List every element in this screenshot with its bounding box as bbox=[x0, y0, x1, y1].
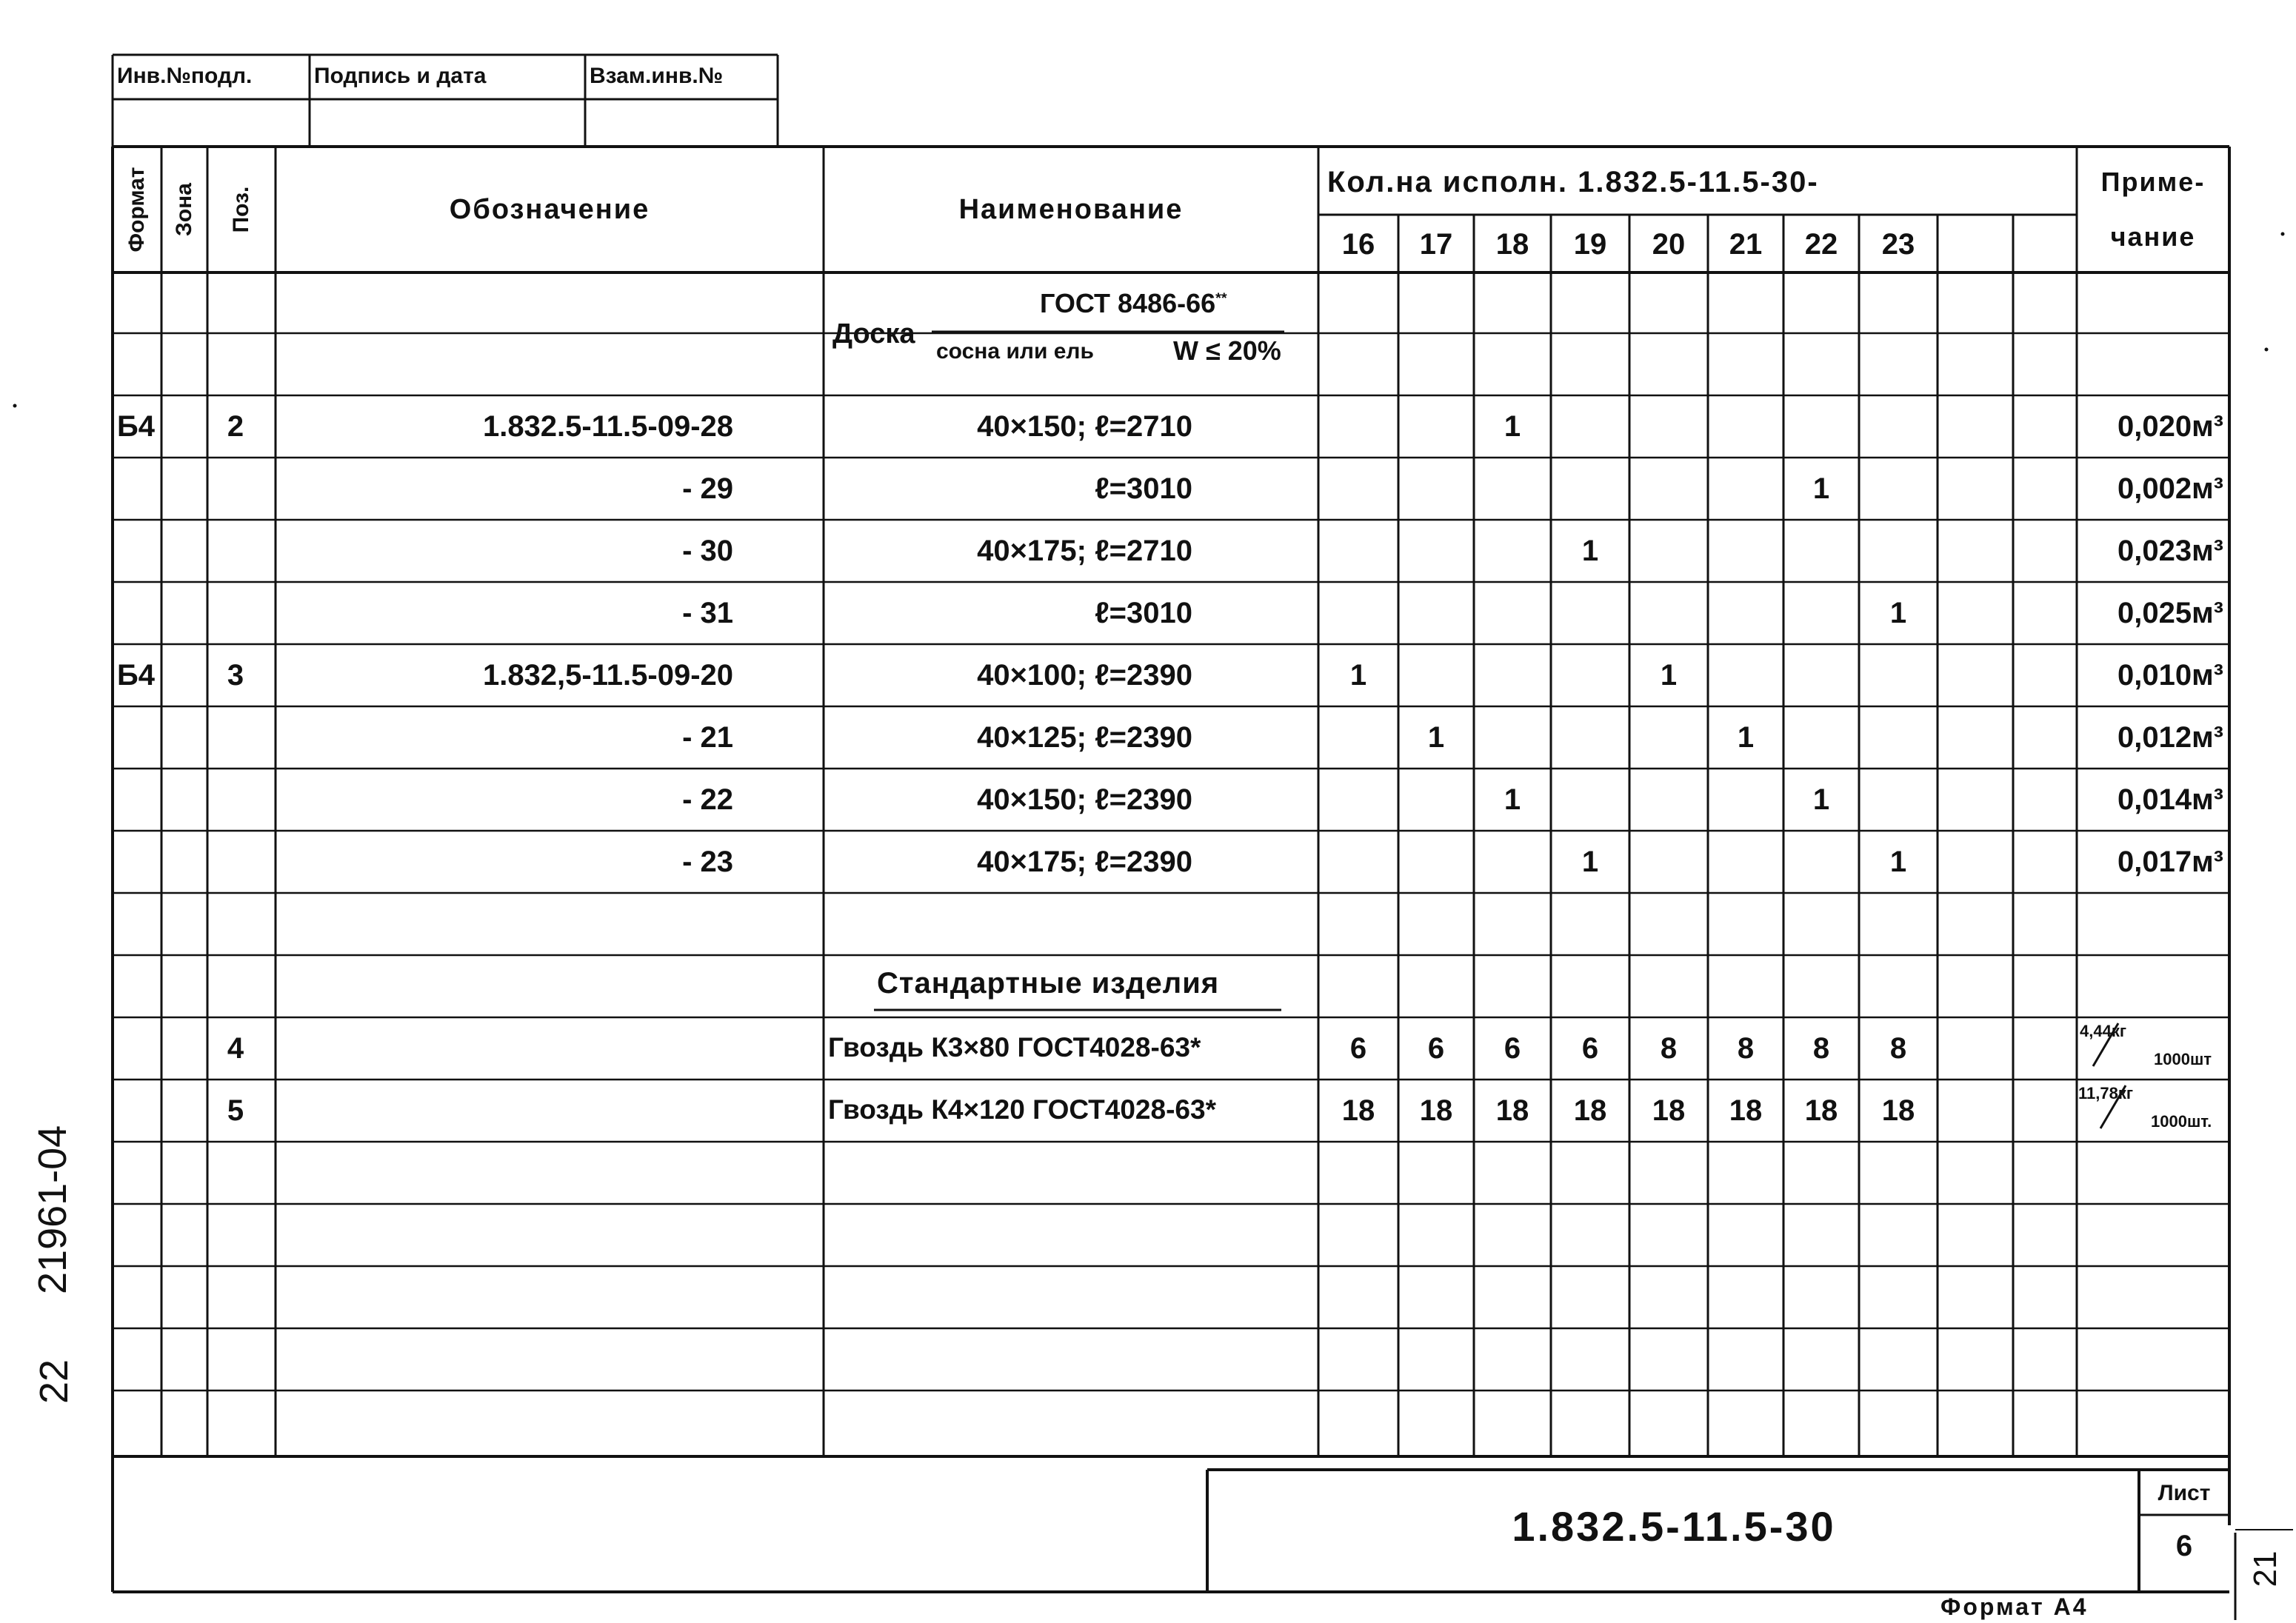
row-note: 0,023м³ bbox=[2117, 535, 2223, 567]
row-qty: 1 bbox=[1504, 783, 1521, 816]
row-note: 0,010м³ bbox=[2117, 659, 2223, 692]
nail-qty: 6 bbox=[1581, 1032, 1599, 1065]
nail-qty: 8 bbox=[1737, 1032, 1755, 1065]
row-designation: - 29 bbox=[682, 472, 733, 505]
nail-qty: 18 bbox=[1341, 1094, 1375, 1127]
nail-qty: 6 bbox=[1504, 1032, 1521, 1065]
row-qty: 1 bbox=[1427, 721, 1445, 754]
header-oboznachenie: Обозначение bbox=[449, 194, 650, 225]
header-primechanie-2: чание bbox=[2110, 221, 2196, 252]
nail-note-bottom: 1000шт bbox=[2154, 1050, 2212, 1068]
row-qty: 1 bbox=[1737, 721, 1755, 754]
stamp-inv-podl: Инв.№подл. bbox=[117, 64, 253, 88]
row-name: 40×100; ℓ=2390 bbox=[977, 659, 1192, 692]
row-qty: 1 bbox=[1581, 535, 1599, 567]
row-designation: - 30 bbox=[682, 535, 733, 567]
row-designation: - 21 bbox=[682, 721, 733, 754]
nail-qty: 18 bbox=[1495, 1094, 1529, 1127]
sheet-number: 6 bbox=[2175, 1530, 2193, 1562]
row-poz: 2 bbox=[227, 410, 244, 443]
stamp-vzam-inv: Взам.инв.№ bbox=[590, 64, 724, 88]
nail-qty: 18 bbox=[1419, 1094, 1453, 1127]
row-qty: 1 bbox=[1660, 659, 1678, 692]
header-variant: 16 bbox=[1341, 228, 1375, 261]
doska-label: Доска bbox=[832, 318, 915, 349]
sheet-label: Лист bbox=[2157, 1481, 2211, 1505]
nail-note-top: 4,44кг bbox=[2080, 1022, 2126, 1040]
nail-qty: 18 bbox=[1573, 1094, 1607, 1127]
stamp-podpis-data: Подпись и дата bbox=[314, 64, 487, 88]
row-name: 40×125; ℓ=2390 bbox=[977, 721, 1192, 754]
row-designation: - 31 bbox=[682, 597, 733, 629]
document-code: 1.832.5-11.5-30 bbox=[1512, 1503, 1836, 1550]
header-kol-na-ispoln: Кол.на исполн. 1.832.5-11.5-30- bbox=[1327, 166, 1819, 198]
row-name: 40×175; ℓ=2710 bbox=[977, 535, 1192, 567]
header-variant: 20 bbox=[1652, 228, 1686, 261]
corner-page: 21 bbox=[2247, 1550, 2283, 1587]
standard-section-title: Стандартные изделия bbox=[877, 967, 1220, 1000]
nail-qty: 8 bbox=[1889, 1032, 1907, 1065]
doska-gost-sup: ** bbox=[1215, 290, 1227, 307]
doska-material: сосна или ель bbox=[936, 339, 1094, 364]
nail-qty: 18 bbox=[1652, 1094, 1686, 1127]
row-designation: 1.832.5-11.5-09-28 bbox=[482, 410, 733, 443]
header-variant: 23 bbox=[1881, 228, 1915, 261]
row-name: ℓ=3010 bbox=[1095, 597, 1192, 629]
row-note: 0,002м³ bbox=[2117, 472, 2223, 505]
nail-qty: 18 bbox=[1881, 1094, 1915, 1127]
nail-name: Гвоздь К4×120 ГОСТ4028-63* bbox=[828, 1094, 1216, 1125]
nail-qty: 8 bbox=[1812, 1032, 1830, 1065]
row-qty: 1 bbox=[1349, 659, 1367, 692]
side-number: 21961-04 bbox=[30, 1125, 75, 1294]
header-variant: 17 bbox=[1419, 228, 1453, 261]
nail-note-top: 11,78кг bbox=[2078, 1084, 2134, 1102]
row-designation: 1.832,5-11.5-09-20 bbox=[482, 659, 733, 692]
nail-note-bottom: 1000шт. bbox=[2151, 1112, 2212, 1131]
row-format: Б4 bbox=[117, 659, 155, 692]
nail-qty: 18 bbox=[1804, 1094, 1838, 1127]
row-qty: 1 bbox=[1889, 597, 1907, 629]
row-designation: - 23 bbox=[682, 846, 733, 878]
row-name: 40×150; ℓ=2710 bbox=[977, 410, 1192, 443]
header-variant: 19 bbox=[1573, 228, 1607, 261]
header-variant: 18 bbox=[1495, 228, 1529, 261]
header-variant: 21 bbox=[1729, 228, 1763, 261]
row-qty: 1 bbox=[1889, 846, 1907, 878]
row-qty: 1 bbox=[1812, 783, 1830, 816]
nail-poz: 5 bbox=[227, 1094, 244, 1127]
header-zona: Зона bbox=[172, 183, 196, 236]
nail-qty: 6 bbox=[1349, 1032, 1367, 1065]
header-format: Формат bbox=[124, 167, 149, 252]
row-note: 0,017м³ bbox=[2117, 846, 2223, 878]
header-poz: Поз. bbox=[229, 186, 253, 233]
header-primechanie-1: Приме- bbox=[2100, 167, 2206, 197]
format-a4-label: Формат А4 bbox=[1940, 1593, 2089, 1620]
row-note: 0,025м³ bbox=[2117, 597, 2223, 629]
nail-poz: 4 bbox=[227, 1032, 244, 1065]
row-poz: 3 bbox=[227, 659, 244, 692]
row-designation: - 22 bbox=[682, 783, 733, 816]
nail-qty: 6 bbox=[1427, 1032, 1445, 1065]
row-qty: 1 bbox=[1581, 846, 1599, 878]
row-name: ℓ=3010 bbox=[1095, 472, 1192, 505]
row-name: 40×175; ℓ=2390 bbox=[977, 846, 1192, 878]
row-qty: 1 bbox=[1812, 472, 1830, 505]
side-page: 22 bbox=[32, 1359, 76, 1405]
header-naimenovanie: Наименование bbox=[958, 194, 1184, 225]
nail-qty: 8 bbox=[1660, 1032, 1678, 1065]
row-qty: 1 bbox=[1504, 410, 1521, 443]
doska-gost bbox=[1040, 290, 1227, 317]
doska-gost-text: ГОСТ 8486-66 bbox=[1040, 288, 1216, 318]
header-variant: 22 bbox=[1804, 228, 1838, 261]
nail-name: Гвоздь К3×80 ГОСТ4028-63* bbox=[828, 1032, 1201, 1063]
row-note: 0,014м³ bbox=[2117, 783, 2223, 816]
nail-qty: 18 bbox=[1729, 1094, 1763, 1127]
row-format: Б4 bbox=[117, 410, 155, 443]
row-name: 40×150; ℓ=2390 bbox=[977, 783, 1192, 816]
row-note: 0,012м³ bbox=[2117, 721, 2223, 754]
row-note: 0,020м³ bbox=[2117, 410, 2223, 443]
doska-humidity: W ≤ 20% bbox=[1173, 335, 1281, 366]
